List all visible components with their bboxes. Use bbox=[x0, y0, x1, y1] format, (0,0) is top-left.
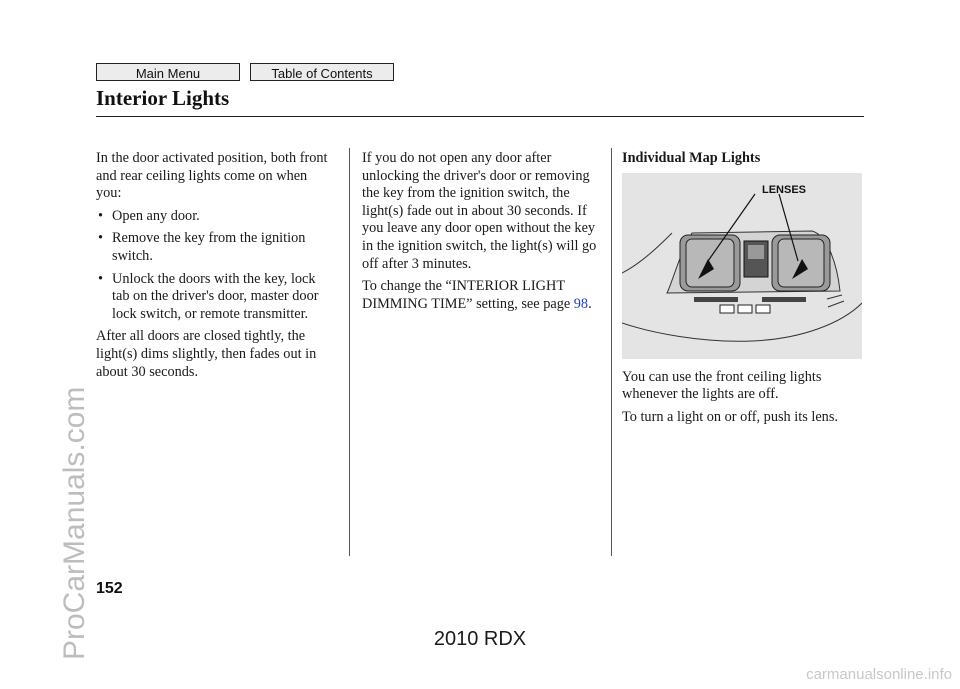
main-menu-button[interactable]: Main Menu bbox=[96, 63, 240, 81]
list-item-text: Unlock the doors with the key, lock tab on the driver's door, master door lock switch, or remote transmitter. bbox=[112, 270, 319, 322]
model-footer: 2010 RDX bbox=[433, 628, 527, 650]
timeout-paragraph: If you do not open any door after unlocking the driver's door or removing the key from the ignition switch, the light(s) fade out in about 30 seconds. If you leave any door open without the key in the ignition switch, the light(s) will go off after 3 minutes. bbox=[362, 150, 597, 272]
page-98-link[interactable]: 98 bbox=[573, 295, 589, 312]
bullet-list bbox=[96, 208, 334, 324]
column-divider bbox=[611, 148, 612, 556]
toggle-paragraph: To turn a light on or off, push its lens. bbox=[622, 408, 838, 425]
side-watermark: ProCarManuals.com bbox=[58, 386, 91, 660]
table-of-contents-button[interactable]: Table of Contents bbox=[250, 63, 394, 81]
header-divider bbox=[96, 116, 864, 117]
intro-paragraph: In the door activated position, both front and rear ceiling lights come on when you: bbox=[96, 150, 328, 202]
bullet-icon: • bbox=[98, 230, 104, 247]
setting-text-end: . bbox=[588, 295, 592, 312]
setting-paragraph bbox=[362, 278, 598, 313]
usage-paragraph: You can use the front ceiling lights whenever the lights are off. bbox=[622, 368, 822, 403]
column-divider bbox=[349, 148, 350, 556]
setting-text: To change the “INTERIOR LIGHT DIMMING TIME” setting, see page bbox=[362, 278, 574, 312]
site-watermark: carmanualsonline.info bbox=[806, 666, 952, 683]
list-item-text: Remove the key from the ignition switch. bbox=[112, 230, 306, 264]
bullet-icon: • bbox=[98, 207, 104, 224]
column-3 bbox=[622, 150, 862, 431]
column-2 bbox=[362, 150, 598, 318]
list-item bbox=[96, 230, 334, 265]
map-lights-illustration bbox=[622, 173, 862, 359]
column-1 bbox=[96, 150, 334, 386]
page-title: Interior Lights bbox=[96, 86, 230, 110]
lenses-callout-label: LENSES bbox=[762, 183, 807, 196]
ceiling-console-drawing bbox=[622, 173, 862, 359]
page-number: 152 bbox=[96, 580, 123, 597]
bullet-icon: • bbox=[98, 270, 104, 287]
section-heading: Individual Map Lights bbox=[622, 150, 761, 166]
closing-paragraph: After all doors are closed tightly, the light(s) dims slightly, then fades out in about 30 seconds. bbox=[96, 328, 317, 380]
list-item bbox=[96, 271, 334, 324]
list-item bbox=[96, 208, 334, 226]
list-item-text: Open any door. bbox=[112, 207, 200, 224]
